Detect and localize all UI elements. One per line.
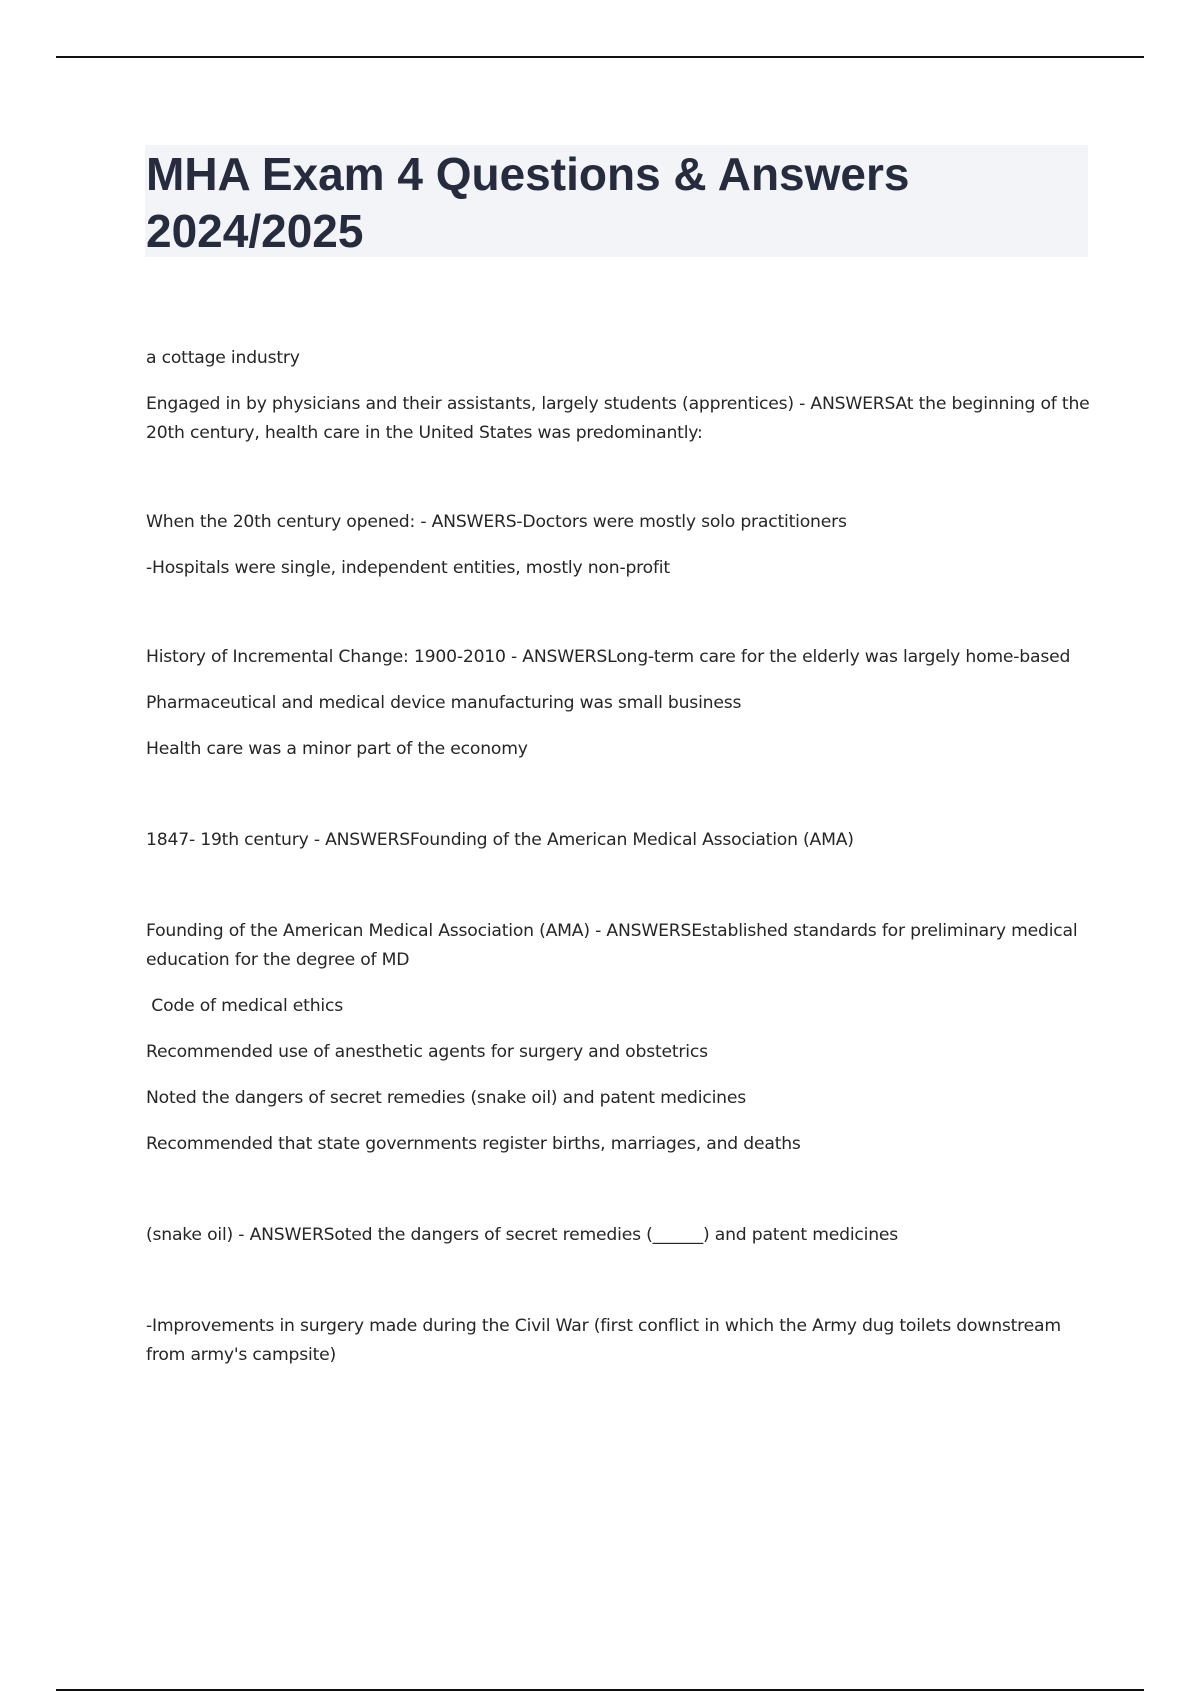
body-line: Engaged in by physicians and their assistants, largely students (apprentices) - ANSWERSAt the beginning of the 20th century, health care in the United States was predominantly: <box>146 394 1095 443</box>
body-line: -Improvements in surgery made during the Civil War (first conflict in which the Army dug toilets downstream from army's campsite) <box>146 1316 1067 1365</box>
body-line: Recommended that state governments register births, marriages, and deaths <box>146 1134 801 1154</box>
body-line: Health care was a minor part of the economy <box>146 739 528 759</box>
bottom-rule <box>56 1689 1144 1691</box>
document-title: MHA Exam 4 Questions & Answers 2024/2025 <box>146 148 910 257</box>
body-line: 1847- 19th century - ANSWERSFounding of the American Medical Association (AMA) <box>146 830 854 850</box>
body-line: a cottage industry <box>146 348 300 368</box>
top-rule <box>56 56 1144 58</box>
body-line: When the 20th century opened: - ANSWERS-Doctors were mostly solo practitioners <box>146 512 847 532</box>
body-line: Code of medical ethics <box>146 996 343 1016</box>
body-line: Recommended use of anesthetic agents for surgery and obstetrics <box>146 1042 708 1062</box>
body-line: Founding of the American Medical Association (AMA) - ANSWERSEstablished standards for preliminary medical education for the degree of MD <box>146 921 1083 970</box>
body-line: Pharmaceutical and medical device manufacturing was small business <box>146 693 742 713</box>
document-body <box>146 344 1095 1370</box>
body-line: -Hospitals were single, independent entities, mostly non-profit <box>146 558 670 578</box>
body-line: History of Incremental Change: 1900-2010 - ANSWERSLong-term care for the elderly was largely home-based <box>146 647 1071 667</box>
body-line: Noted the dangers of secret remedies (snake oil) and patent medicines <box>146 1088 746 1108</box>
body-line: (snake oil) - ANSWERSoted the dangers of secret remedies (______) and patent medicines <box>146 1225 899 1245</box>
